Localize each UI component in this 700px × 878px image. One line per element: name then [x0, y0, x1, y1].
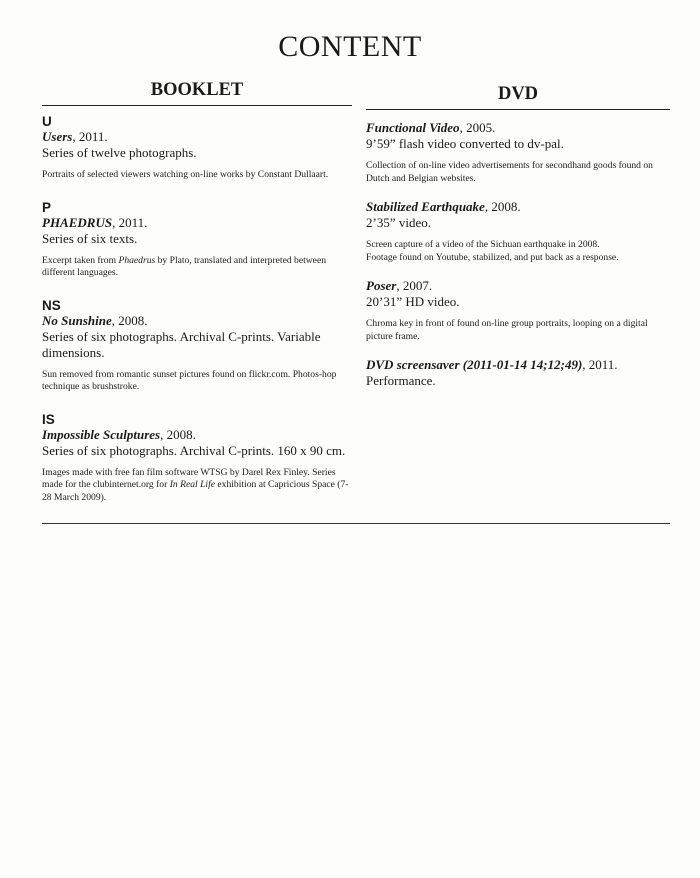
entry-note: Chroma key in front of found on-line group portraits, looping on a digital picture frame. [366, 318, 648, 342]
entry-title-line [42, 129, 352, 145]
page-title: CONTENT [278, 30, 422, 63]
entry-note-line: Footage found on Youtube, stabilized, and put back as a response. [366, 251, 619, 263]
entry-title: No Sunshine [42, 312, 112, 328]
entry-title: Users [42, 129, 73, 144]
entry-year: , 2008. [484, 199, 521, 214]
entry-year: , 2005. [459, 120, 496, 135]
entry-year: , 2011. [112, 214, 148, 230]
dvd-entry-poser [366, 278, 670, 343]
entry-title: Stabilized Earthquake [366, 199, 485, 214]
entry-note-text: Images made with free fan film software WTSG by Darel Rex Finley. Series made for the clubinternet.org for [42, 466, 336, 490]
dvd-entry-stabilized-earthquake [366, 199, 670, 264]
entry-title-line [366, 120, 670, 136]
entry-note [366, 239, 670, 264]
entry-year: , 2011. [582, 357, 618, 372]
bottom-divider [42, 523, 670, 524]
booklet-entry-impossible-sculptures [42, 412, 352, 505]
entry-title-line [42, 313, 352, 329]
booklet-entry-no-sunshine [42, 298, 352, 394]
entry-year: , 2008. [111, 312, 148, 328]
entry-description: 20’31” HD video. [366, 294, 460, 309]
entry-title: DVD screensaver (2011-01-14 14;12;49) [366, 357, 583, 372]
entry-description: Series of six photographs. Archival C-prints. 160 x 90 cm. [42, 442, 346, 458]
entry-note [42, 467, 352, 505]
entry-code: NS [42, 297, 61, 313]
entry-note-emphasis: Phaedrus [118, 254, 156, 266]
booklet-entry-users [42, 114, 352, 182]
entry-note-text: Excerpt taken from [42, 254, 119, 266]
entry-title-line [366, 199, 670, 215]
entry-note: Sun removed from romantic sunset pictures found on flickr.com. Photos-hop technique as brushstroke. [42, 368, 337, 392]
entry-note: Portraits of selected viewers watching on-line works by Constant Dullaart. [42, 169, 329, 180]
entry-title: Functional Video [366, 120, 460, 135]
booklet-heading: BOOKLET [42, 80, 352, 106]
entry-description: Series of six texts. [42, 230, 138, 246]
entry-description: 9’59” flash video converted to dv-pal. [366, 136, 564, 151]
entry-title-line [42, 427, 352, 443]
entry-description: Series of twelve photographs. [42, 145, 197, 160]
entry-description: 2’35” video. [366, 215, 431, 230]
dvd-heading: DVD [366, 84, 670, 110]
entry-title: PHAEDRUS [42, 214, 113, 230]
entry-note: Collection of on-line video advertisements for secondhand goods found on Dutch and Belgian websites. [366, 160, 653, 184]
entry-title-line [42, 215, 352, 231]
entry-code: P [42, 199, 52, 215]
entry-code: IS [42, 411, 55, 427]
entry-note-text: by Plato, translated and interpreted between different languages. [42, 254, 326, 278]
dvd-entry-dvd-screensaver [366, 357, 670, 389]
entry-year: , 2007. [396, 278, 433, 293]
entry-note-line: Screen capture of a video of the Sichuan earthquake in 2008. [366, 239, 600, 250]
dvd-entry-functional-video [366, 120, 670, 185]
entry-note-text: exhibition at Capricious Space (7-28 March 2009). [42, 479, 349, 503]
entry-title: Poser [366, 278, 397, 293]
entry-note [42, 255, 352, 280]
entry-description: Series of six photographs. Archival C-prints. Variable dimensions. [42, 328, 321, 360]
booklet-column [42, 80, 352, 522]
entry-note-emphasis: In Real Life [169, 479, 215, 490]
entry-title-line [366, 357, 670, 373]
dvd-column [366, 80, 670, 403]
entry-year: , 2011. [72, 129, 108, 144]
entry-code: U [42, 114, 52, 129]
booklet-entry-phaedrus [42, 200, 352, 280]
entry-description: Performance. [366, 373, 436, 388]
entry-title: Impossible Sculptures [42, 426, 161, 442]
entry-title-line [366, 278, 670, 294]
entry-year: , 2008. [160, 426, 196, 442]
